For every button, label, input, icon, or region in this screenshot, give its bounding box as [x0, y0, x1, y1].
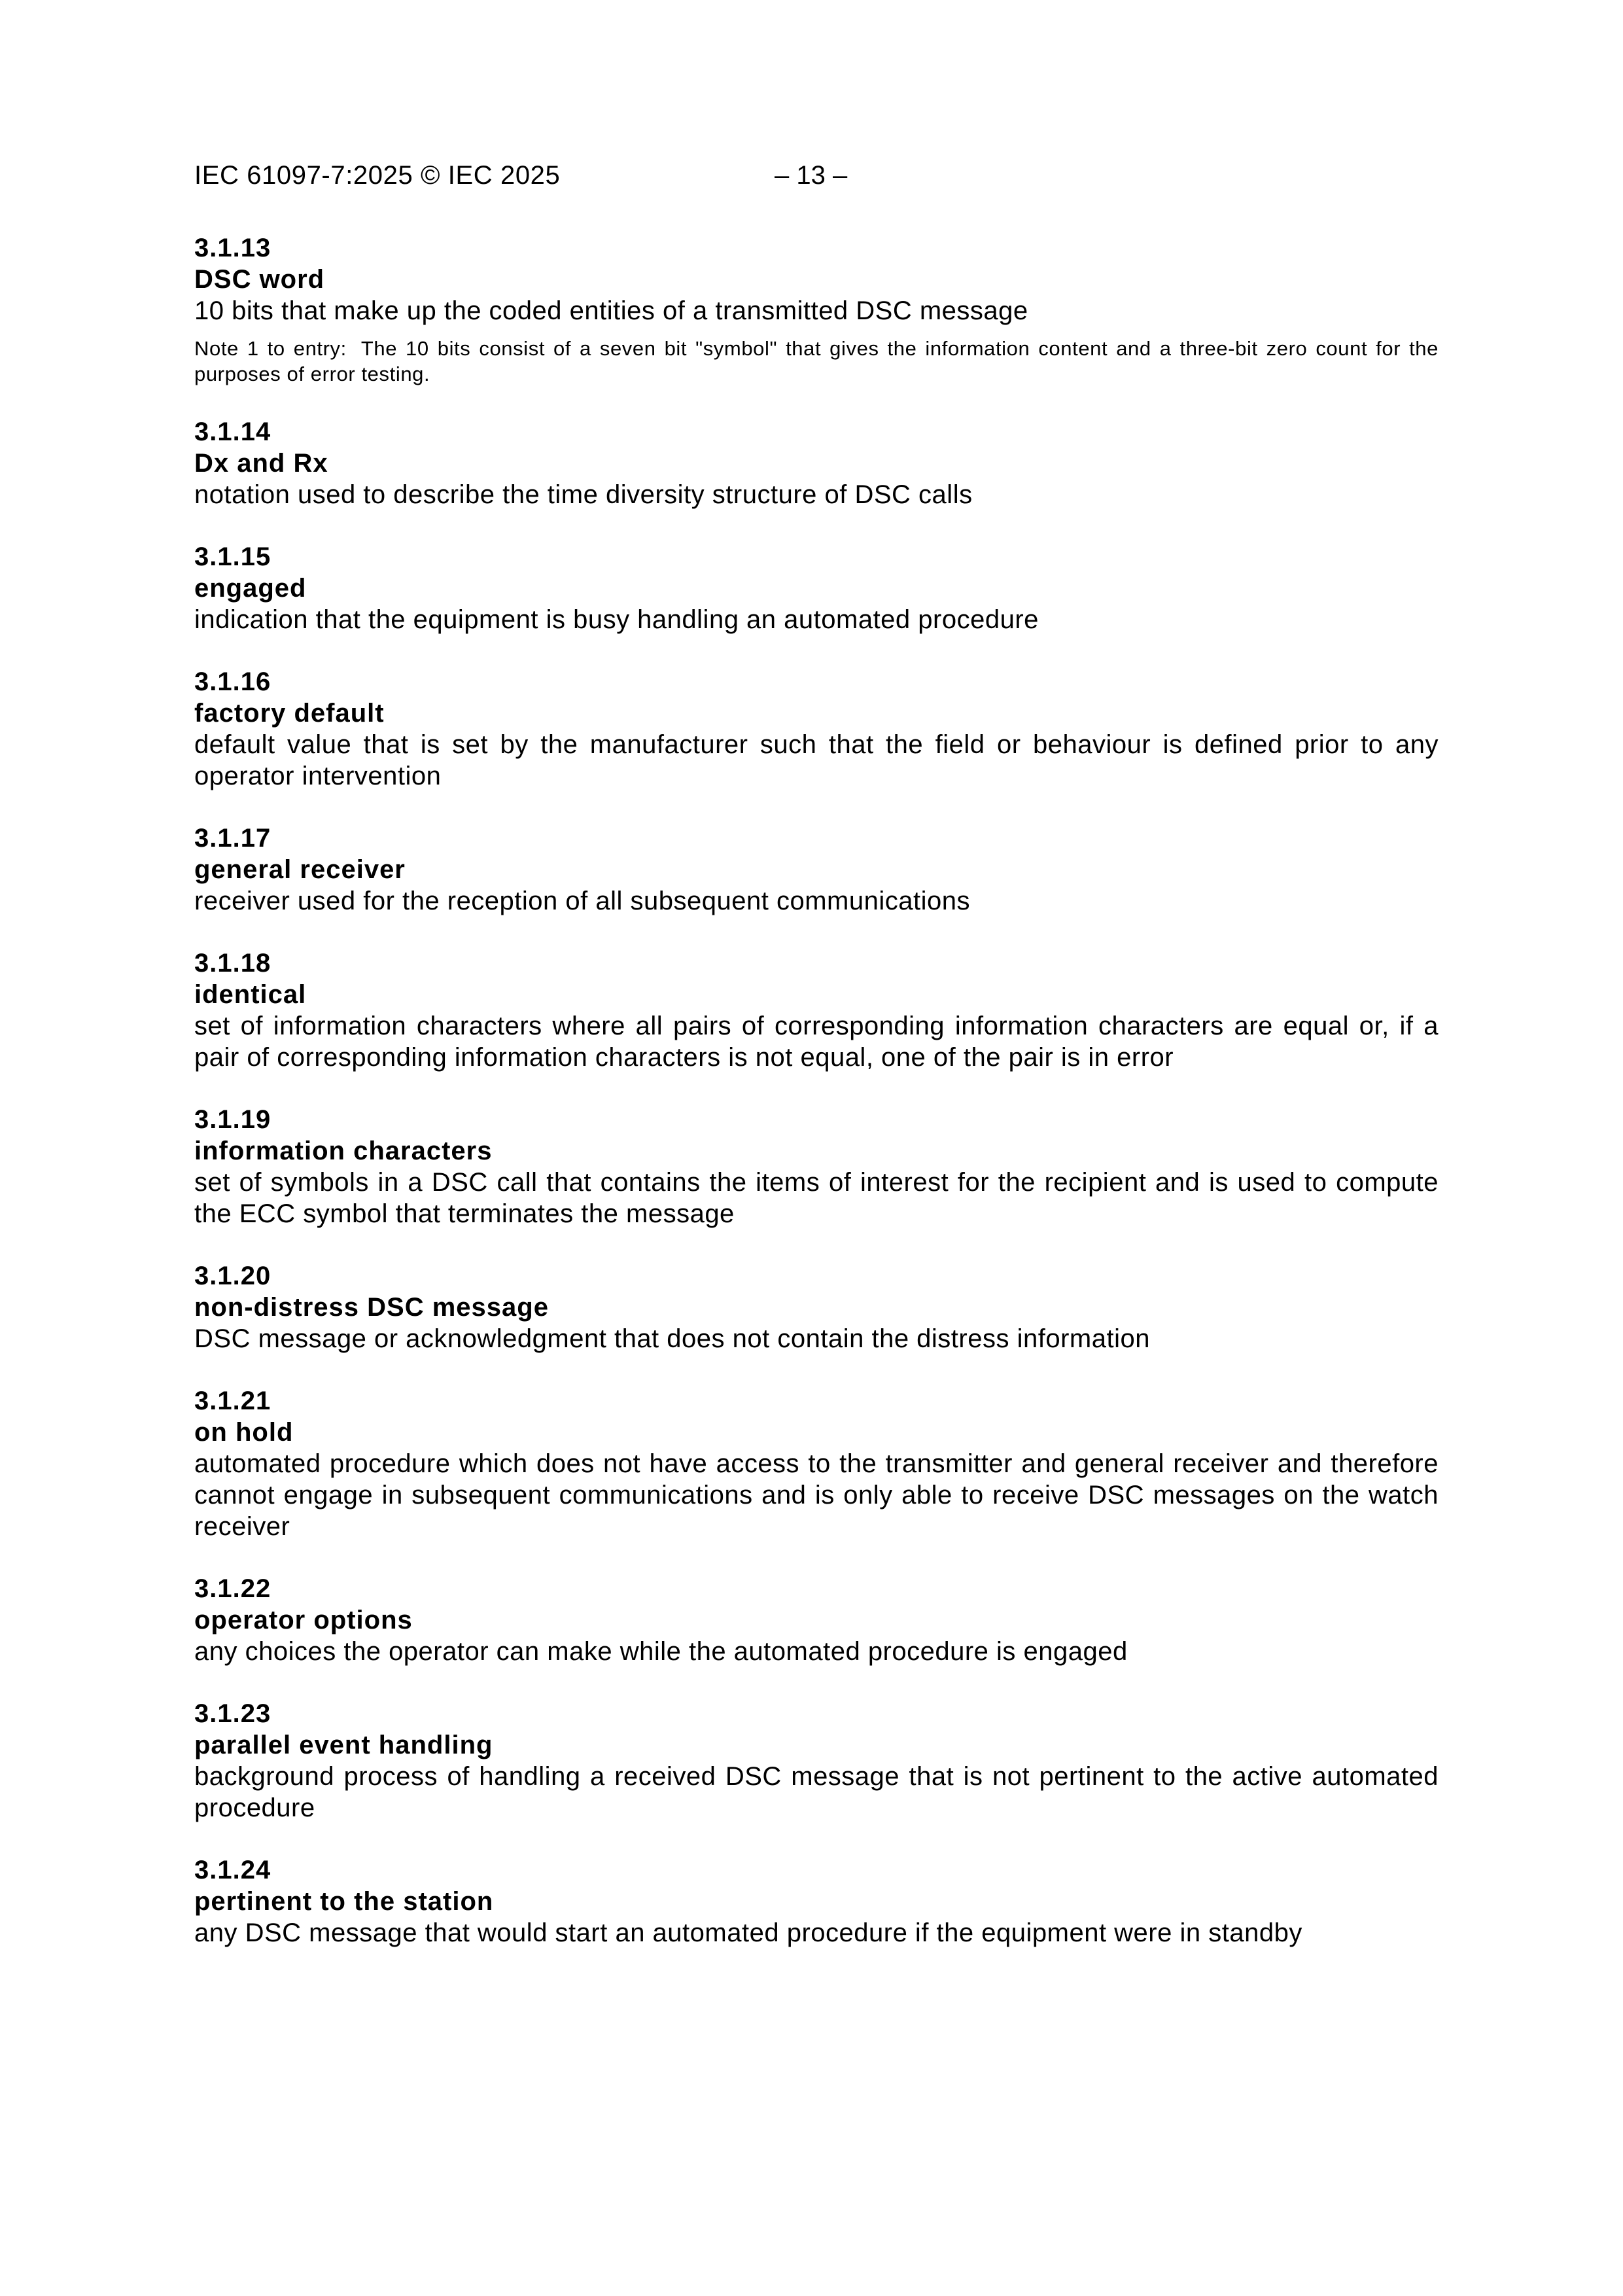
- term-number: 3.1.16: [194, 667, 271, 696]
- term-definition: [194, 1761, 1439, 1824]
- term-name: on hold: [194, 1418, 294, 1447]
- term-note: [194, 336, 1439, 387]
- term-entry: [194, 1260, 1439, 1354]
- term-definition: [194, 885, 1439, 917]
- term-number: 3.1.17: [194, 824, 271, 853]
- term-definition-text: DSC message or acknowledgment that does not contain the distress information: [194, 1324, 1150, 1353]
- term-definition: [194, 1010, 1439, 1073]
- term-definition: [194, 1917, 1439, 1949]
- term-definition-text: receiver used for the reception of all subsequent communications: [194, 887, 970, 915]
- term-definition: [194, 1167, 1439, 1229]
- term-definition-text: indication that the equipment is busy handling an automated procedure: [194, 605, 1039, 634]
- term-definition-text: set of information characters where all pairs of corresponding information characters are equal or, if a pair of corresponding information characters is not equal, one of the pair is in error: [194, 1012, 1439, 1072]
- term-number: 3.1.14: [194, 417, 271, 446]
- term-definition: [194, 604, 1439, 635]
- term-definition-text: default value that is set by the manufacturer such that the field or behaviour is defined prior to any operator intervention: [194, 730, 1439, 790]
- term-name: engaged: [194, 574, 307, 603]
- term-definition-text: notation used to describe the time diversity structure of DSC calls: [194, 480, 973, 509]
- term-number: 3.1.20: [194, 1262, 271, 1290]
- term-number: 3.1.15: [194, 542, 271, 571]
- term-entry: [194, 232, 1439, 387]
- term-number: 3.1.23: [194, 1699, 271, 1728]
- standard-reference: IEC 61097-7:2025 © IEC 2025: [194, 161, 561, 190]
- term-name: identical: [194, 980, 307, 1009]
- note-text: The 10 bits consist of a seven bit "symbol" that gives the information content and a three-bit zero count for the purposes of error testing.: [194, 337, 1439, 385]
- term-definition-text: automated procedure which does not have access to the transmitter and general receiver and therefore cannot engage in subsequent communications and is only able to receive DSC messages on the watch receiver: [194, 1449, 1439, 1541]
- term-name: parallel event handling: [194, 1731, 493, 1759]
- term-entry: [194, 1573, 1439, 1667]
- term-name: Dx and Rx: [194, 449, 328, 478]
- term-definition: [194, 1448, 1439, 1542]
- term-number: 3.1.21: [194, 1386, 271, 1415]
- term-entry: [194, 416, 1439, 510]
- term-number: 3.1.13: [194, 234, 271, 262]
- term-number: 3.1.18: [194, 949, 271, 978]
- term-name: operator options: [194, 1606, 413, 1634]
- page-header: [194, 156, 1437, 195]
- term-number: 3.1.22: [194, 1574, 271, 1603]
- term-definition: [194, 729, 1439, 792]
- term-entry: [194, 822, 1439, 917]
- term-number: 3.1.19: [194, 1105, 271, 1134]
- terms-list: [194, 232, 1439, 1949]
- term-entry: [194, 1385, 1439, 1542]
- term-entry: [194, 1854, 1439, 1949]
- term-name: factory default: [194, 699, 385, 728]
- term-definition: [194, 295, 1439, 327]
- term-name: pertinent to the station: [194, 1887, 494, 1916]
- term-entry: [194, 541, 1439, 635]
- term-definition-text: background process of handling a received DSC message that is not pertinent to the active automated procedure: [194, 1762, 1439, 1822]
- term-entry: [194, 666, 1439, 792]
- term-entry: [194, 947, 1439, 1073]
- term-definition-text: any choices the operator can make while the automated procedure is engaged: [194, 1637, 1128, 1666]
- term-definition-text: set of symbols in a DSC call that contains the items of interest for the recipient and is used to compute the ECC symbol that terminates the message: [194, 1168, 1439, 1228]
- term-definition: [194, 1323, 1439, 1354]
- term-number: 3.1.24: [194, 1856, 271, 1884]
- term-definition-text: any DSC message that would start an automated procedure if the equipment were in standby: [194, 1918, 1302, 1947]
- term-definition-text: 10 bits that make up the coded entities of a transmitted DSC message: [194, 296, 1028, 325]
- term-entry: [194, 1698, 1439, 1824]
- term-definition: [194, 1636, 1439, 1667]
- term-name: general receiver: [194, 855, 406, 884]
- term-name: DSC word: [194, 265, 325, 294]
- term-entry: [194, 1104, 1439, 1229]
- term-name: non-distress DSC message: [194, 1293, 549, 1322]
- term-definition: [194, 479, 1439, 510]
- page-number: – 13 –: [775, 161, 848, 190]
- term-name: information characters: [194, 1137, 493, 1165]
- note-label: Note 1 to entry:: [194, 337, 347, 360]
